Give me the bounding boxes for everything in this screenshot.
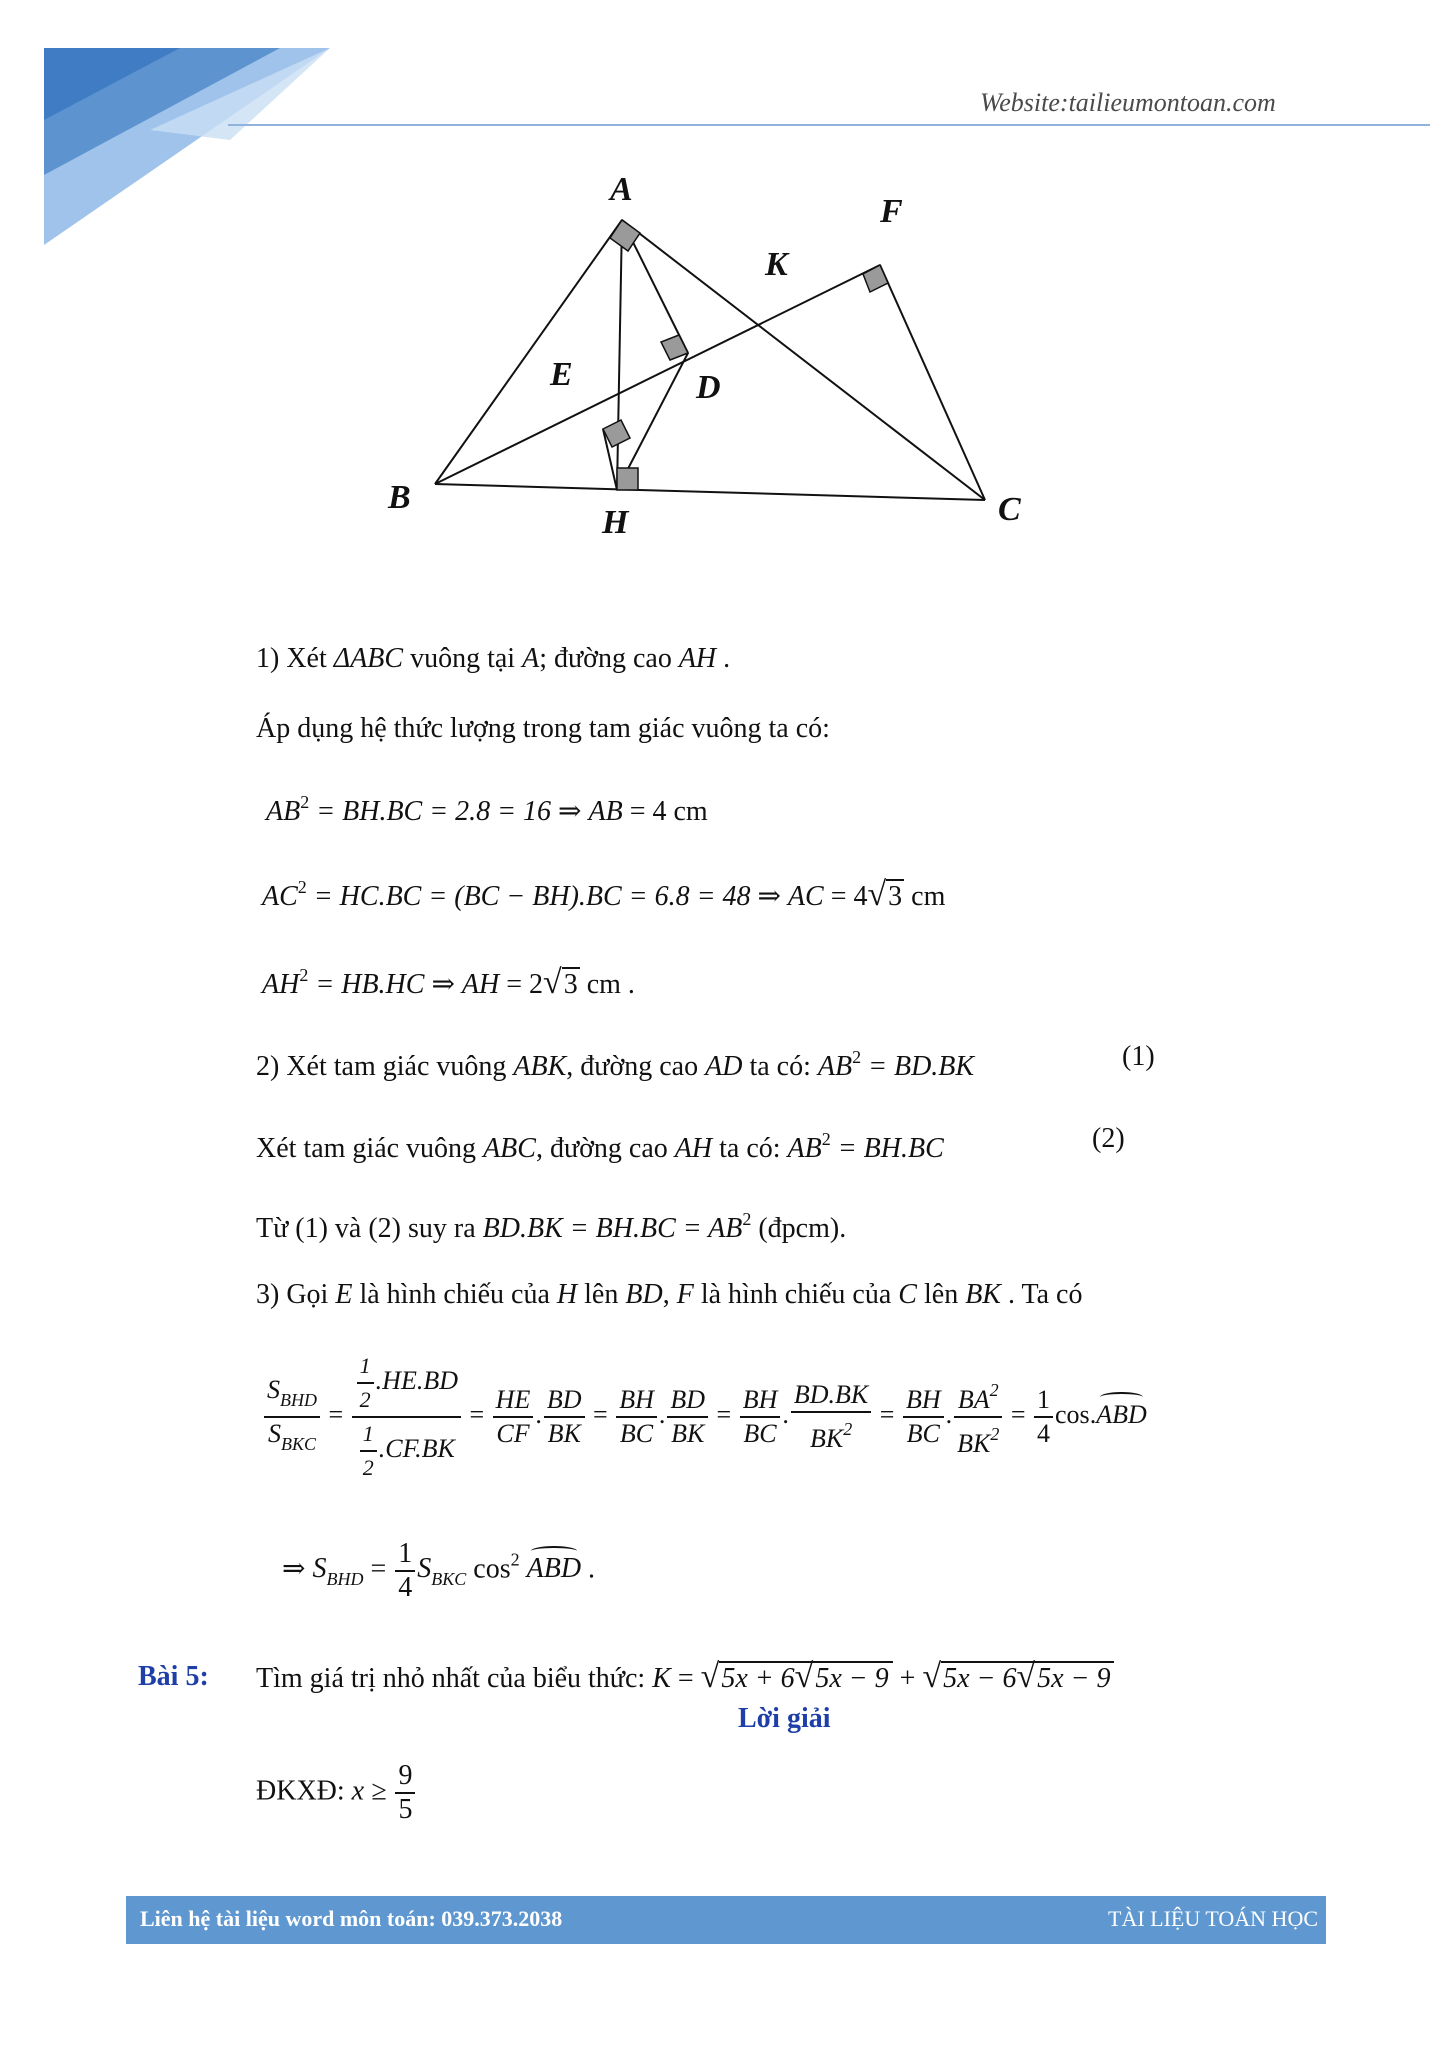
part1-eq3: $AH^2 = HB.HC$ ⇒ AH = 2√3 cm . <box>262 964 635 1001</box>
problem-label: Bài 5: <box>138 1661 209 1692</box>
website-link[interactable]: Website:tailieumontoan.com <box>980 88 1276 117</box>
part2-line2: Xét tam giác vuông ABC, đường cao AH ta có: $AB^2 = BH.BC$ <box>256 1129 944 1164</box>
part2-eq-number-2: (2) <box>1092 1123 1125 1154</box>
label-f: F <box>880 193 903 230</box>
part3-conclusion: ⇒ $S_{BHD}$ = $\frac{1}{4}$ $S_{BKC}$ $\cos^2$ ABD . <box>282 1538 596 1603</box>
part3-area-ratio: $\frac{S_{BHD}}{S_{BKC}}$ = $\frac{1}{2}$ .HE.BD $\frac{1}{2}$ .CF.BK = $\frac{HE}{CF}$ . $\frac{BD}{BK}$ = $\frac{BH}{BC}$ . $\frac{BD}{BK}$ = $\frac{BH}{BC}$ . $\frac{BD.BK}{BK^2}$ = $\frac{BH}{BC}$ . $\frac{BA^2}{BK^2}$ = $\frac{1}{4}$ cos.ABD <box>262 1350 1147 1484</box>
solution-heading: Lời giải <box>738 1703 831 1734</box>
label-h: H <box>602 504 629 541</box>
big-fraction: $\frac{1}{2}$ .HE.BD $\frac{1}{2}$ .CF.BK <box>352 1350 461 1484</box>
right-angle-d <box>661 335 688 360</box>
problem-statement: Tìm giá trị nhỏ nhất của biểu thức: K = √5x + 6√5x − 9 + √5x − 6√5x − 9 <box>256 1660 1114 1696</box>
part2-eq-number-1: (1) <box>1122 1041 1155 1072</box>
part1-intro: 1) Xét ΔABC vuông tại A; đường cao AH . <box>256 643 731 674</box>
right-angle-f <box>863 265 888 292</box>
part1-apply: Áp dụng hệ thức lượng trong tam giác vuông ta có: <box>256 713 830 744</box>
geometry-figure <box>370 170 1090 550</box>
label-c: C <box>998 491 1021 528</box>
footer-contact: Liên hệ tài liệu word môn toán: 039.373.2038 <box>140 1906 563 1931</box>
part2-line3: Từ (1) và (2) suy ra $BD.BK = BH.BC = AB^2$ (đpcm). <box>256 1209 847 1244</box>
part1-eq1: $AB^2 = BH.BC = 2.8 = 16$ ⇒ AB = 4 cm <box>266 792 708 827</box>
ratio-fraction: $\frac{S_{BHD}}{S_{BKC}}$ <box>264 1374 320 1460</box>
part2-line1: 2) Xét tam giác vuông ABK, đường cao AD ta có: $AB^2 = BD.BK$ <box>256 1047 975 1082</box>
domain-condition: ĐKXĐ: x ≥ $\frac{9}{5}$ <box>256 1760 417 1826</box>
part3-intro: 3) Gọi E là hình chiếu của H lên BD, F là hình chiếu của C lên BK . Ta có <box>256 1279 1083 1310</box>
part1-eq2: $AC^2 = HC.BC = (BC - BH).BC = 6.8 = 48$ ⇒ AC = 4√3 cm <box>262 876 946 913</box>
right-angle-h <box>617 468 638 490</box>
header-divider <box>228 124 1430 126</box>
label-b: B <box>388 479 411 516</box>
label-k: K <box>765 246 788 283</box>
footer-brand: TÀI LIỆU TOÁN HỌC <box>1108 1906 1318 1931</box>
label-e: E <box>550 356 573 393</box>
label-d: D <box>696 369 721 406</box>
label-a: A <box>610 171 633 208</box>
